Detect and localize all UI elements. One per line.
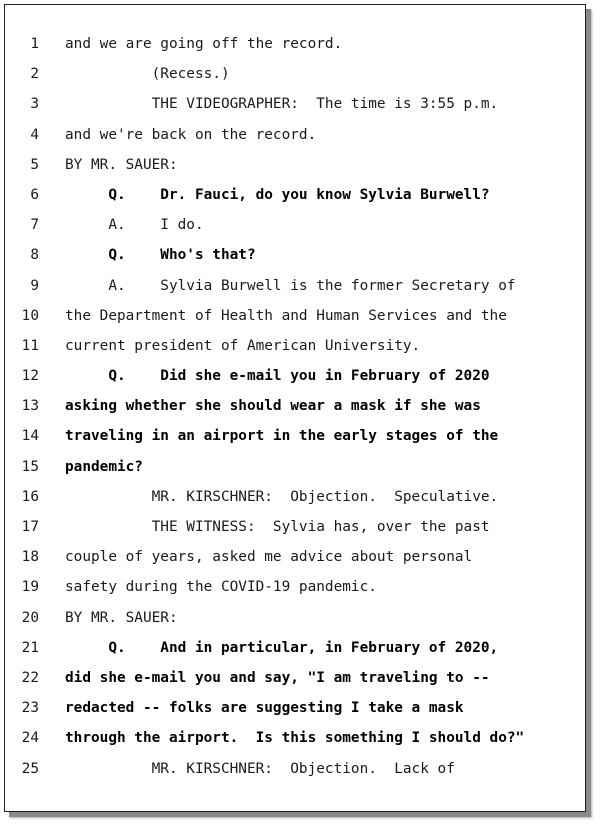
transcript-line <box>5 482 585 512</box>
transcript-line <box>5 512 585 542</box>
transcript-body <box>5 29 585 784</box>
transcript-line <box>5 271 585 301</box>
line-number: 22 <box>21 669 39 686</box>
question-text: traveling in an airport in the early stages of the <box>65 428 499 445</box>
transcript-line <box>5 693 585 723</box>
line-number: 15 <box>21 458 39 475</box>
line-text: A. Sylvia Burwell is the former Secretary of <box>65 277 516 294</box>
transcript-line <box>5 723 585 753</box>
line-text: the Department of Health and Human Services and the <box>65 307 507 324</box>
line-number: 20 <box>21 609 39 626</box>
transcript-line <box>5 633 585 663</box>
line-number: 18 <box>21 549 39 566</box>
question-text: asking whether she should wear a mask if she was <box>65 398 481 415</box>
transcript-line <box>5 572 585 602</box>
line-text: (Recess.) <box>65 66 230 83</box>
question-text: Q. Dr. Fauci, do you know Sylvia Burwell? <box>65 186 490 203</box>
transcript-line <box>5 331 585 361</box>
line-text: BY MR. SAUER: <box>65 156 178 173</box>
line-number: 13 <box>21 398 39 415</box>
question-text: pandemic? <box>65 458 143 475</box>
transcript-line <box>5 421 585 451</box>
transcript-line <box>5 452 585 482</box>
line-number: 4 <box>30 126 39 143</box>
question-text: Q. Who's that? <box>65 247 256 264</box>
question-text: did she e-mail you and say, "I am traveling to -- <box>65 669 490 686</box>
line-text: current president of American University. <box>65 337 421 354</box>
transcript-line <box>5 29 585 59</box>
transcript-line <box>5 301 585 331</box>
line-text: and we are going off the record. <box>65 36 343 52</box>
line-number: 9 <box>30 277 39 294</box>
line-text: THE WITNESS: Sylvia has, over the past <box>65 519 490 535</box>
transcript-line <box>5 150 585 180</box>
line-text: A. I do. <box>65 217 204 234</box>
transcript-line <box>5 603 585 633</box>
line-text: THE VIDEOGRAPHER: The time is 3:55 p.m. <box>65 96 499 113</box>
line-number: 14 <box>21 428 39 445</box>
line-text: MR. KIRSCHNER: Objection. Lack of <box>65 760 455 777</box>
line-number: 6 <box>30 186 39 203</box>
line-number: 3 <box>30 96 39 113</box>
transcript-line <box>5 391 585 421</box>
line-number: 5 <box>30 156 39 173</box>
transcript-line <box>5 361 585 391</box>
line-number: 11 <box>21 337 39 354</box>
line-number: 2 <box>30 66 39 83</box>
line-number: 16 <box>21 488 39 505</box>
line-number: 7 <box>30 217 39 234</box>
transcript-page <box>4 4 586 812</box>
line-text: BY MR. SAUER: <box>65 609 178 626</box>
question-text: redacted -- folks are suggesting I take a mask <box>65 700 464 717</box>
transcript-line <box>5 663 585 693</box>
line-text: MR. KIRSCHNER: Objection. Speculative. <box>65 488 499 505</box>
line-number: 24 <box>21 730 39 747</box>
transcript-line <box>5 89 585 119</box>
line-number: 12 <box>21 368 39 385</box>
line-number: 17 <box>21 519 39 535</box>
line-text: and we're back on the record. <box>65 126 317 143</box>
line-number: 23 <box>21 700 39 717</box>
line-number: 8 <box>30 247 39 264</box>
question-text: Q. Did she e-mail you in February of 2020 <box>65 368 490 385</box>
transcript-line <box>5 240 585 270</box>
transcript-line <box>5 59 585 89</box>
question-text: Q. And in particular, in February of 2020, <box>65 639 499 656</box>
line-text: couple of years, asked me advice about personal <box>65 549 473 566</box>
question-text: through the airport. Is this something I should do?" <box>65 730 525 747</box>
transcript-line <box>5 542 585 572</box>
line-number: 25 <box>21 760 39 777</box>
transcript-line <box>5 210 585 240</box>
line-number: 19 <box>21 579 39 596</box>
transcript-line <box>5 120 585 150</box>
line-number: 10 <box>21 307 39 324</box>
transcript-line <box>5 180 585 210</box>
line-text: safety during the COVID-19 pandemic. <box>65 579 377 596</box>
line-number: 21 <box>21 639 39 656</box>
line-number: 1 <box>30 36 39 52</box>
transcript-line <box>5 754 585 784</box>
